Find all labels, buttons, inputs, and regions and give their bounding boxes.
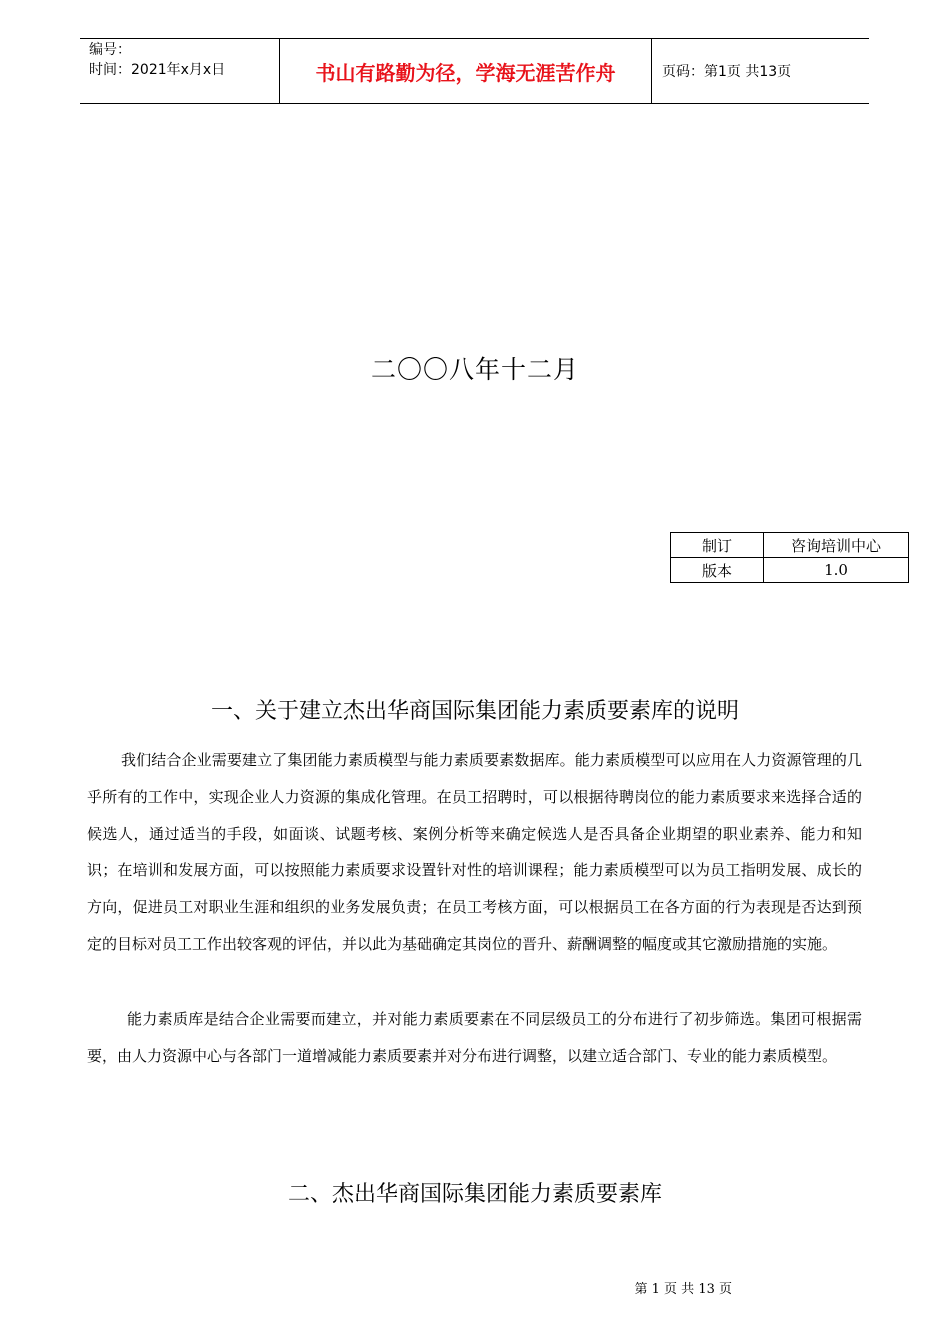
header-meta-cell bbox=[80, 39, 280, 103]
section2-title: 二、杰出华商国际集团能力素质要素库 bbox=[287, 1182, 662, 1207]
section1-paragraph-1: 我们结合企业需要建立了集团能力素质模型与能力素质要素数据库。能力素质模型可以应用在人力资源管理的几乎所有的工作中，实现企业人力资源的集成化管理。在员工招聘时，可以根据待聘岗位的能力素质要求来选择合适的候选人，通过适当的手段，如面谈、试题考核、案例分析等来确定候选人是否具备企业期望的职业素养、能力和知识；在培训和发展方面，可以按照能力素质要求设置针对性的培训课程；能力素质模型可以为员工指明发展、成长的方向，促进员工对职业生涯和组织的业务发展负责；在员工考核方面，可以根据员工在各方面的行为表现是否达到预定的目标对员工工作出较客观的评估，并以此为基础确定其岗位的晋升、薪酬调整的幅度或其它激励措施的实施。 bbox=[87, 751, 862, 953]
date-heading: 二〇〇八年十二月 bbox=[370, 355, 579, 384]
table-row bbox=[671, 533, 909, 558]
revision-value: 1.0 bbox=[764, 558, 909, 583]
revision-value: 咨询培训中心 bbox=[764, 533, 909, 558]
section1-title: 一、关于建立杰出华商国际集团能力素质要素库的说明 bbox=[210, 699, 739, 724]
page-footer: 第 1 页 共 13 页 bbox=[634, 1282, 732, 1297]
page-header bbox=[80, 38, 869, 104]
table-row bbox=[671, 558, 909, 583]
time-line: 时间：2021年x月x日 bbox=[89, 62, 226, 78]
section1-paragraph-2: 能力素质库是结合企业需要而建立，并对能力素质要素在不同层级员工的分布进行了初步筛选。集团可根据需要，由人力资源中心与各部门一道增减能力素质要素并对分布进行调整，以建立适合部门、专业的能力素质模型。 bbox=[87, 1010, 862, 1065]
revision-key: 版本 bbox=[671, 558, 764, 583]
header-motto: 书山有路勤为径，学海无涯苦作舟 bbox=[280, 39, 652, 103]
revision-key: 制订 bbox=[671, 533, 764, 558]
header-page-info: 页码：第1页 共13页 bbox=[662, 64, 792, 80]
revision-table bbox=[670, 532, 909, 583]
serial-label: 编号： bbox=[89, 42, 131, 58]
